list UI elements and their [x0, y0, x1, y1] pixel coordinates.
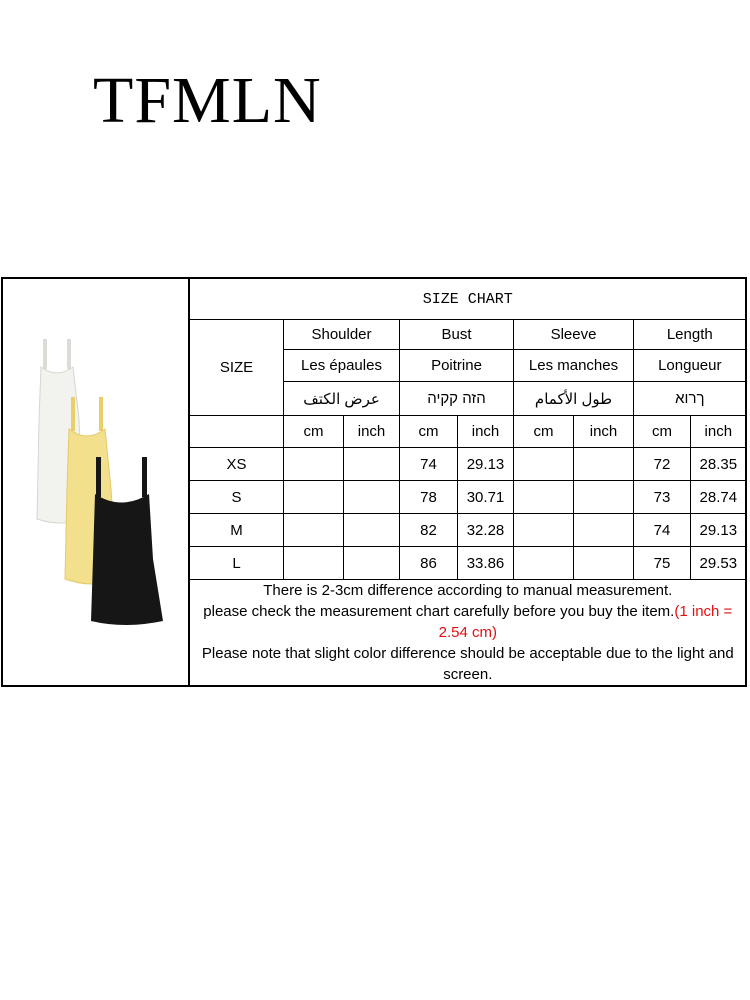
table-row [190, 514, 746, 547]
dress-illustration [3, 279, 189, 685]
shoulder-cm [284, 514, 344, 547]
sleeve-cm [514, 514, 574, 547]
inch-conversion-note: (1 inch = 2.54 cm) [438, 603, 733, 641]
header-bust: Bust [400, 320, 514, 350]
bust-cm: 74 [400, 448, 458, 481]
measurement-notes [190, 580, 746, 686]
unit-cm: cm [400, 416, 458, 448]
shoulder-inch [344, 481, 400, 514]
header-sleeve: Sleeve [514, 320, 634, 350]
size-label: S [190, 481, 284, 514]
chart-title: SIZE CHART [190, 279, 746, 320]
header-length: Length [634, 320, 746, 350]
header-length-he: ךרוא [634, 382, 746, 416]
sleeve-cm [514, 547, 574, 580]
sleeve-inch [574, 481, 634, 514]
header-sleeve-fr: Les manches [514, 350, 634, 382]
sleeve-inch [574, 448, 634, 481]
sleeve-cm [514, 448, 574, 481]
brand-logo-text: TFMLN [93, 64, 322, 137]
bust-cm: 78 [400, 481, 458, 514]
unit-inch: inch [344, 416, 400, 448]
length-cm: 75 [634, 547, 691, 580]
note-line-2 [196, 601, 740, 643]
header-bust-fr: Poitrine [400, 350, 514, 382]
header-shoulder-fr: Les épaules [284, 350, 400, 382]
shoulder-inch [344, 547, 400, 580]
sleeve-cm [514, 481, 574, 514]
length-inch: 28.74 [691, 481, 746, 514]
shoulder-inch [344, 514, 400, 547]
bust-cm: 82 [400, 514, 458, 547]
unit-inch: inch [574, 416, 634, 448]
unit-cm: cm [514, 416, 574, 448]
bust-inch: 32.28 [458, 514, 514, 547]
length-inch: 29.53 [691, 547, 746, 580]
bust-inch: 30.71 [458, 481, 514, 514]
sleeve-inch [574, 514, 634, 547]
note-line-2-text: please check the measurement chart carefully before you buy the item. [203, 603, 675, 620]
size-label: L [190, 547, 284, 580]
size-chart-frame [1, 277, 747, 687]
size-label: M [190, 514, 284, 547]
product-image-pane [3, 279, 189, 685]
size-label: XS [190, 448, 284, 481]
size-column-header: SIZE [190, 320, 284, 416]
shoulder-cm [284, 448, 344, 481]
size-chart-table [189, 279, 746, 685]
unit-inch: inch [691, 416, 746, 448]
note-line-3: Please note that slight color difference should be acceptable due to the light and screen. [201, 645, 734, 683]
length-cm: 73 [634, 481, 691, 514]
header-sleeve-ar: طول الأكمام [514, 382, 634, 416]
shoulder-inch [344, 448, 400, 481]
note-line-1: There is 2-3cm difference according to manual measurement. [263, 582, 673, 599]
header-shoulder-ar: عرض الكتف [284, 382, 400, 416]
length-inch: 29.13 [691, 514, 746, 547]
bust-cm: 86 [400, 547, 458, 580]
header-length-fr: Longueur [634, 350, 746, 382]
unit-cm: cm [634, 416, 691, 448]
unit-inch: inch [458, 416, 514, 448]
shoulder-cm [284, 481, 344, 514]
shoulder-cm [284, 547, 344, 580]
unit-cm: cm [284, 416, 344, 448]
length-cm: 74 [634, 514, 691, 547]
sleeve-inch [574, 547, 634, 580]
table-row [190, 448, 746, 481]
length-cm: 72 [634, 448, 691, 481]
table-row [190, 547, 746, 580]
unit-spacer [190, 416, 284, 448]
header-bust-he: הזה קקיה [400, 382, 514, 416]
bust-inch: 33.86 [458, 547, 514, 580]
table-row [190, 481, 746, 514]
length-inch: 28.35 [691, 448, 746, 481]
bust-inch: 29.13 [458, 448, 514, 481]
header-shoulder: Shoulder [284, 320, 400, 350]
